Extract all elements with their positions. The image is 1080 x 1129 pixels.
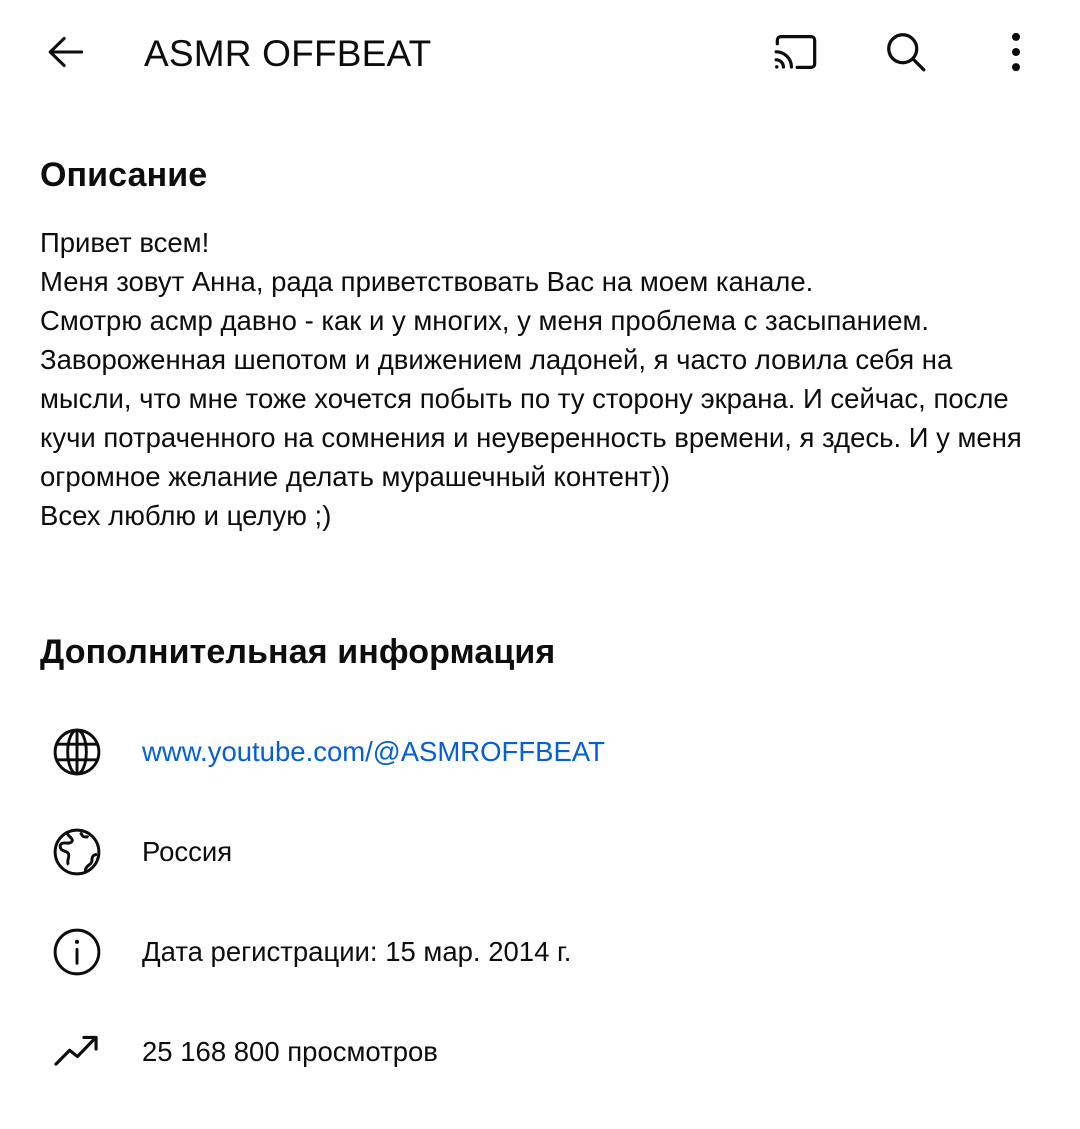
description-heading: Описание [40, 156, 208, 194]
list-item [40, 1002, 1040, 1102]
channel-country: Россия [142, 836, 233, 867]
app-bar-actions [768, 26, 1052, 82]
list-item[interactable] [40, 702, 1040, 802]
search-icon [883, 29, 929, 80]
earth-location-icon [42, 826, 112, 878]
trending-up-icon [42, 1026, 112, 1078]
channel-join-date: Дата регистрации: 15 мар. 2014 г. [142, 936, 572, 967]
back-button[interactable] [34, 22, 98, 86]
search-button[interactable] [878, 26, 934, 82]
info-circle-icon [42, 926, 112, 978]
channel-about-content [0, 156, 1080, 1102]
app-bar [0, 0, 1080, 108]
channel-view-count: 25 168 800 просмотров [142, 1036, 438, 1067]
globe-icon [42, 726, 112, 778]
description-text: Привет всем! Меня зовут Анна, рада приветствовать Вас на моем канале. Смотрю асмр давно - как и у многих, у меня проблема с засыпанием. Завороженная шепотом и движением ладоней, я часто ловила себя на мысли, что мне тоже хочется побыть по ту сторону экрана. И сейчас, после кучи потраченного на сомнения и неуверенность времени, я здесь. И у меня огромное желание делать мурашечный контент)) Всех люблю и целую ;) [40, 227, 1022, 531]
extra-info-list [40, 702, 1040, 1102]
page-title: ASMR OFFBEAT [144, 33, 432, 74]
list-item [40, 902, 1040, 1002]
more-vertical-icon [1008, 29, 1024, 80]
cast-icon [773, 32, 819, 77]
app-bar-left [34, 22, 768, 86]
arrow-back-icon [44, 30, 88, 79]
channel-website-link[interactable]: www.youtube.com/@ASMROFFBEAT [142, 736, 605, 767]
cast-button[interactable] [768, 26, 824, 82]
overflow-menu-button[interactable] [988, 26, 1044, 82]
extra-info-heading: Дополнительная информация [40, 633, 556, 671]
list-item [40, 802, 1040, 902]
